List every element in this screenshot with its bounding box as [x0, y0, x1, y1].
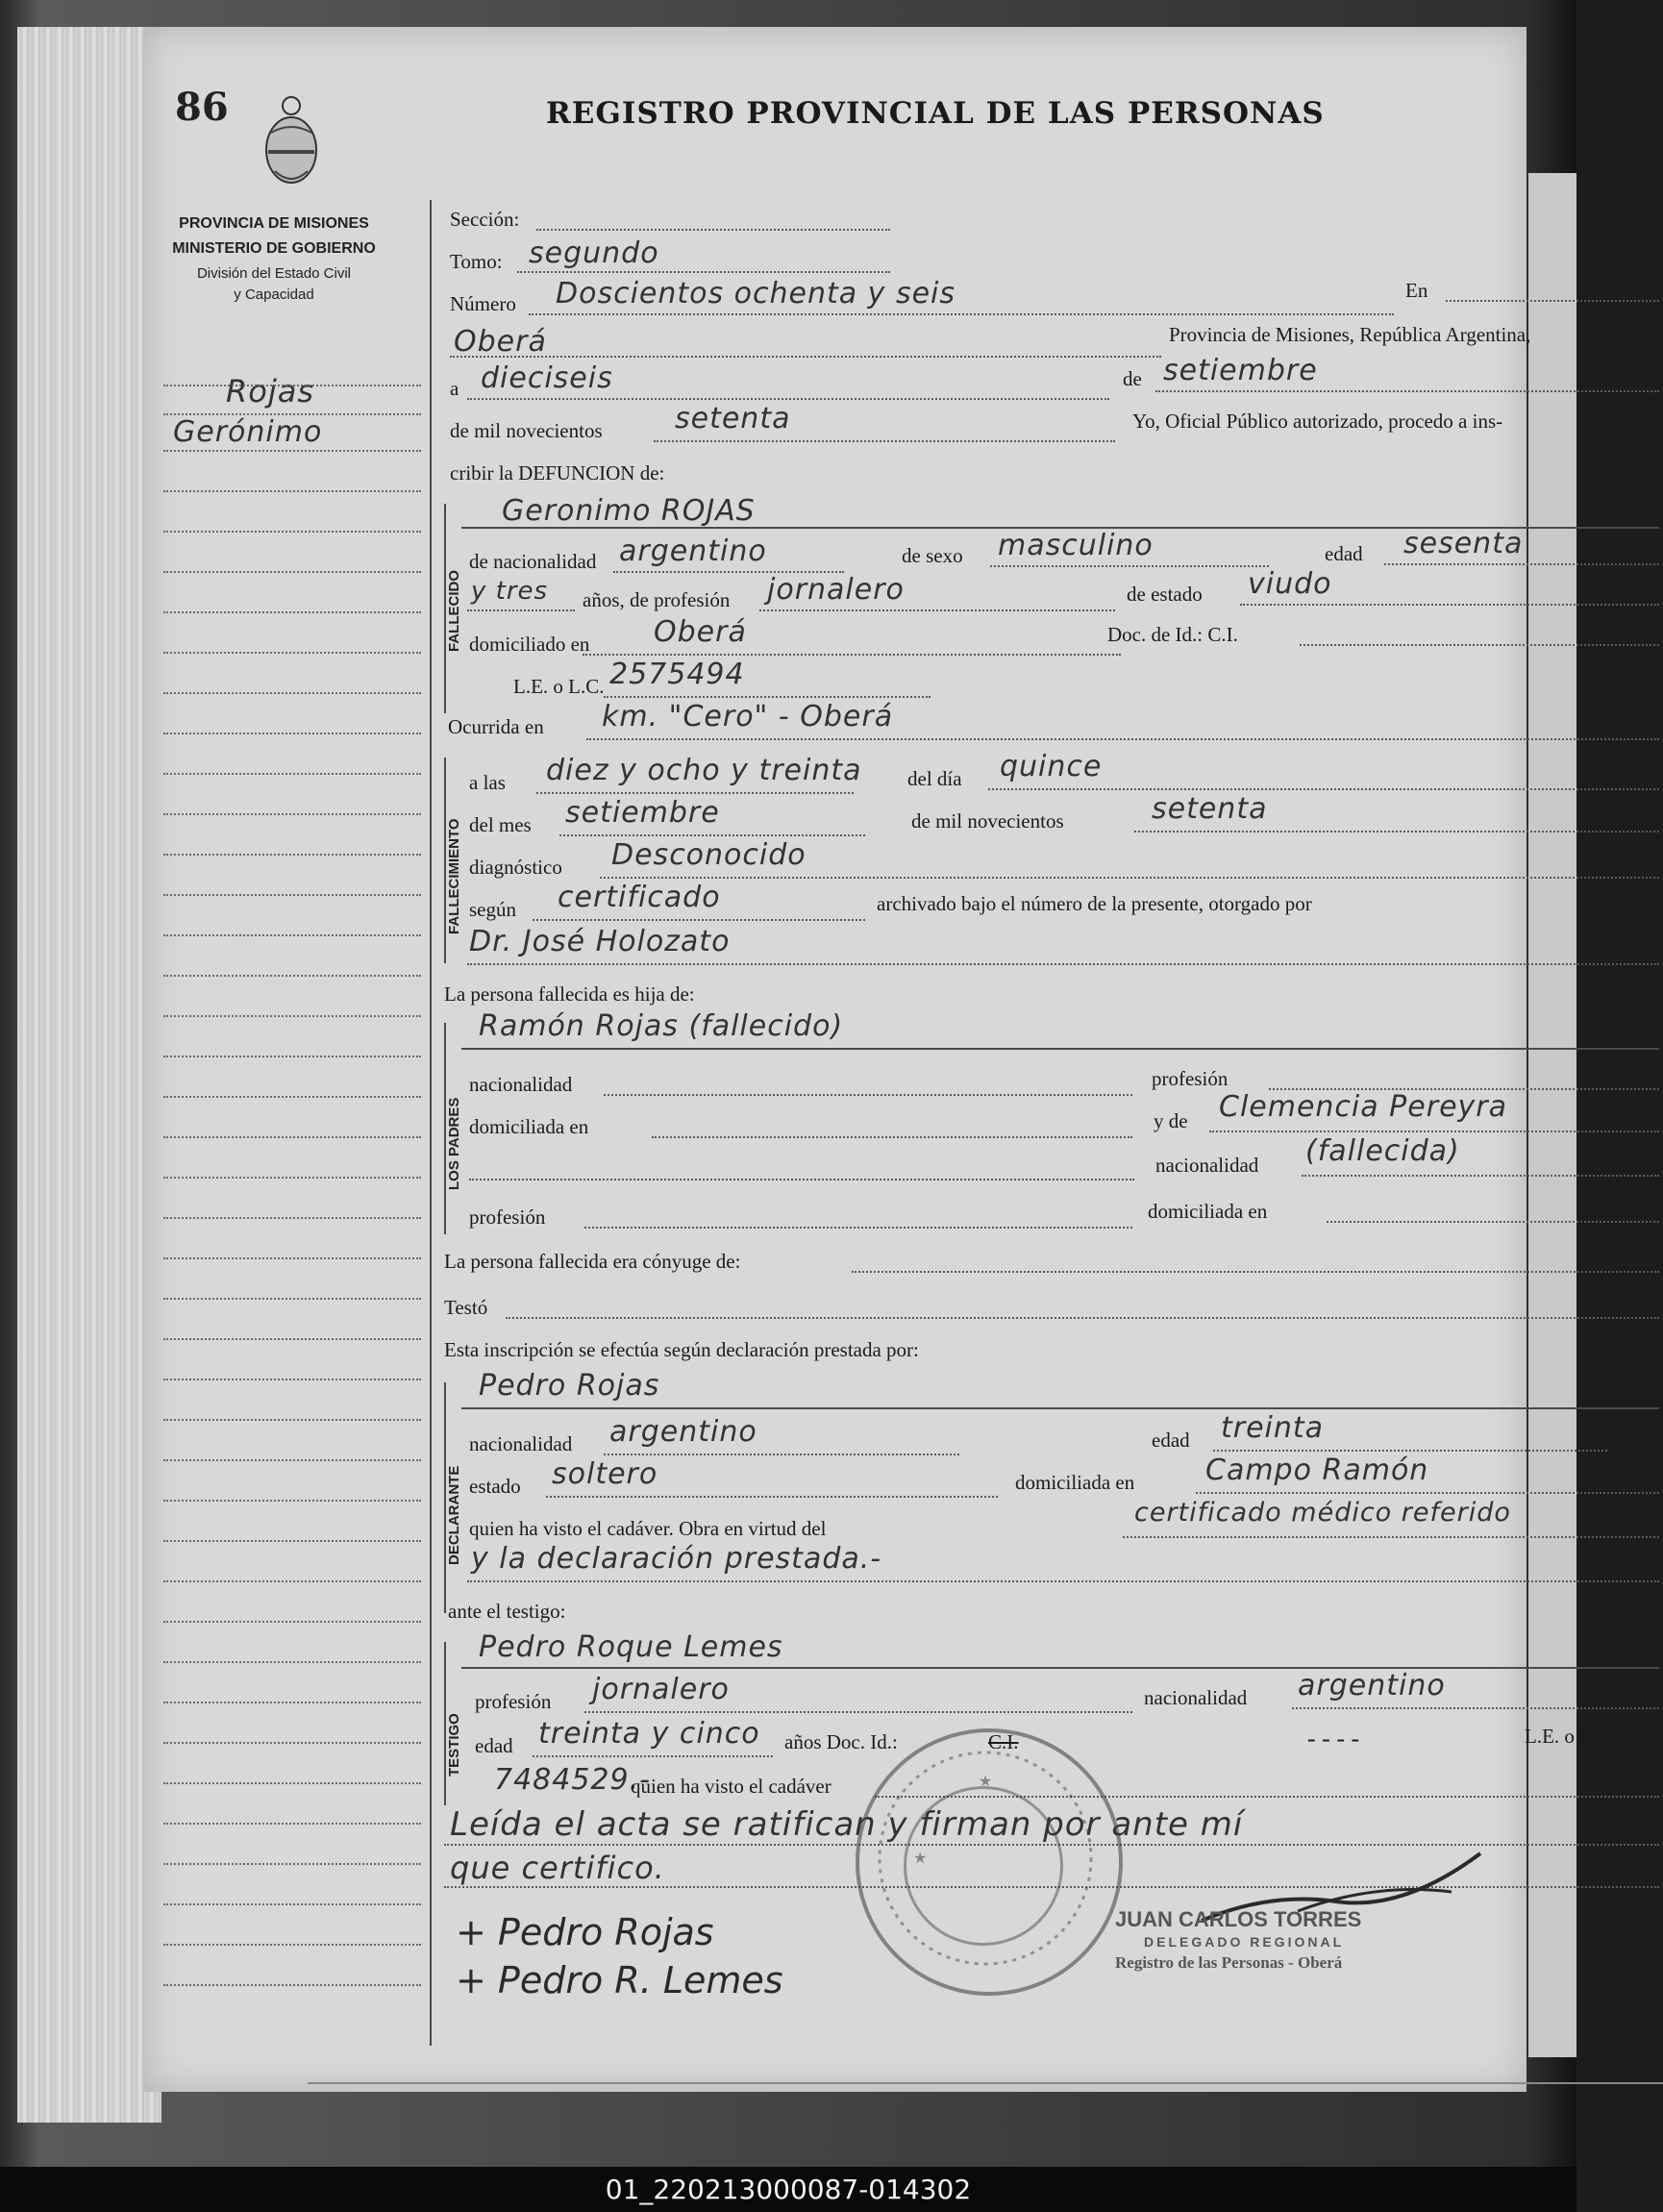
division-name: División del Estado Civil: [196, 265, 352, 282]
image-caption: 01_220213000087-014302: [0, 2167, 1576, 2212]
de-mil-fallecimiento-label: de mil novecientos: [911, 809, 1064, 833]
madre-domiciliada-line: [1327, 1221, 1659, 1223]
padre-domiciliada-label: domiciliada en: [469, 1115, 589, 1138]
provincia-text: Provincia de Misiones, República Argentina,: [1169, 323, 1531, 346]
fallecido-edad2-line: [467, 609, 575, 611]
fallecido-sexo-value: masculino: [998, 529, 1154, 562]
anio-value: setenta: [675, 402, 791, 435]
testo-label: Testó: [444, 1296, 488, 1319]
oficial-text: Yo, Oficial Público autorizado, procedo a ins-: [1132, 410, 1503, 433]
declarante-obra-value-2: y la declaración prestada.-: [471, 1542, 882, 1576]
dia-fallecimiento-line: [988, 788, 1659, 790]
lugar-line: [450, 356, 1161, 358]
mes-value: setiembre: [1163, 354, 1318, 387]
page-stack-edge: [17, 27, 161, 2123]
madre-value: Clemencia Pereyra: [1219, 1090, 1507, 1124]
ministry-name: MINISTERIO DE GOBIERNO: [172, 240, 376, 257]
en-line: [1446, 300, 1659, 302]
declarante-obra-line-1: [1123, 1536, 1659, 1538]
padre-domiciliada-line: [652, 1136, 1132, 1138]
declarante-nacionalidad-label: nacionalidad: [469, 1432, 573, 1455]
testigo-doc-label: años Doc. Id.:: [784, 1730, 898, 1753]
mes-fallecimiento-line: [559, 834, 865, 836]
seccion-label: Sección:: [450, 208, 520, 231]
de-label: de: [1123, 367, 1142, 390]
dia-line: [467, 398, 1109, 400]
lugar-value: Oberá: [454, 325, 547, 359]
fallecido-profesion-label: años, de profesión: [583, 588, 731, 611]
signature-testigo: + Pedro R. Lemes: [456, 1959, 783, 2001]
fallecido-profesion-line: [759, 609, 1115, 611]
declarante-estado-line: [546, 1496, 998, 1498]
inscripcion-text: Esta inscripción se efectúa según declaración prestada por:: [444, 1338, 919, 1361]
madre-domiciliada-label: domiciliada en: [1148, 1200, 1268, 1223]
ocurrida-label: Ocurrida en: [448, 715, 544, 738]
madre-nacionalidad-line: [1302, 1175, 1659, 1177]
fallecido-nacionalidad-value: argentino: [619, 534, 767, 568]
archivado-text: archivado bajo el número de la presente, otorgado por: [877, 892, 1312, 915]
a-label: a: [450, 377, 459, 400]
mes-line: [1155, 390, 1659, 392]
medico-value: Dr. José Holozato: [469, 925, 731, 958]
padre-profesion2-line: [584, 1227, 1132, 1229]
diagnostico-line: [600, 877, 1659, 879]
division-capacity: y Capacidad: [234, 286, 314, 303]
testigo-nombre: Pedro Roque Lemes: [479, 1630, 783, 1664]
madre-nacionalidad-label: nacionalidad: [1155, 1154, 1259, 1177]
fallecido-le-label: L.E. o L.C.: [513, 675, 605, 698]
padre-nacionalidad-label: nacionalidad: [469, 1073, 573, 1096]
fallecimiento-section-label: FALLECIMIENTO: [446, 818, 462, 934]
numero-line: [529, 313, 1394, 315]
del-mes-label: del mes: [469, 813, 532, 836]
testigo-edad-value: treinta y cinco: [538, 1717, 760, 1751]
closing-line-2: que certifico.: [450, 1850, 665, 1886]
en-label: En: [1405, 279, 1428, 302]
testigo-name-line: [461, 1667, 1659, 1669]
padre-line: [461, 1048, 1659, 1050]
cribir-text: cribir la DEFUNCION de:: [450, 461, 665, 485]
padre-profesion-label: profesión: [1152, 1067, 1229, 1090]
y-de-label: y de: [1154, 1109, 1188, 1132]
declarante-name-line: [461, 1407, 1659, 1409]
del-dia-label: del día: [907, 767, 962, 790]
fallecido-doc-line: [1300, 644, 1659, 646]
padre-value: Ramón Rojas (fallecido): [479, 1009, 844, 1043]
seccion-line: [536, 229, 890, 231]
declarante-obra-value-1: certificado médico referido: [1134, 1498, 1511, 1528]
segun-label: según: [469, 898, 516, 921]
fallecido-edad-value-1: sesenta: [1403, 527, 1524, 560]
fallecido-le-line: [604, 696, 931, 698]
fallecido-edad-label: edad: [1325, 542, 1363, 565]
diagnostico-value: Desconocido: [611, 838, 807, 872]
anio-line: [654, 440, 1115, 442]
declarante-domiciliada-label: domiciliada en: [1015, 1471, 1135, 1494]
declarante-anos-label: años: [1613, 1425, 1651, 1448]
medico-line: [467, 963, 1659, 965]
diagnostico-label: diagnóstico: [469, 856, 562, 879]
page-number: 86: [175, 85, 229, 130]
padre-extra-line: [469, 1179, 1134, 1181]
fallecido-nombre: Geronimo ROJAS: [502, 494, 756, 528]
testigo-edad-line: [533, 1755, 773, 1757]
anio-fallecimiento-line: [1134, 831, 1659, 833]
testigo-nacionalidad-label: nacionalidad: [1144, 1686, 1248, 1709]
fallecido-domiciliado-label: domiciliado en: [469, 633, 590, 656]
svg-text:★: ★: [978, 1774, 993, 1790]
tomo-label: Tomo:: [450, 250, 503, 273]
delegado-role: DELEGADO REGIONAL: [1144, 1934, 1345, 1950]
svg-text:★: ★: [913, 1851, 928, 1867]
declarante-nombre: Pedro Rojas: [479, 1369, 660, 1403]
fallecido-estado-label: de estado: [1127, 583, 1203, 606]
testigo-dashes: - - - -: [1307, 1725, 1360, 1752]
testigo-nacionalidad-line: [1292, 1707, 1659, 1709]
declarante-obra-line-2: [467, 1580, 1659, 1582]
padre-profesion2-label: profesión: [469, 1205, 546, 1229]
fallecido-edad-value-2: y tres: [471, 577, 549, 606]
register-page: [144, 27, 1651, 2092]
padres-section-label: LOS PADRES: [446, 1097, 462, 1190]
testigo-profesion-line: [584, 1711, 1132, 1713]
padre-nacionalidad-line: [604, 1094, 1132, 1096]
mes-fallecimiento-value: setiembre: [565, 796, 720, 830]
declarante-edad-line: [1213, 1450, 1607, 1452]
document-title: REGISTRO PROVINCIAL DE LAS PERSONAS: [546, 96, 1325, 131]
fallecido-sexo-line: [990, 565, 1269, 567]
testigo-visto-text: quien ha visto el cadáver: [631, 1775, 832, 1798]
province-name: PROVINCIA DE MISIONES: [179, 215, 369, 232]
declarante-edad-value: treinta: [1221, 1411, 1325, 1445]
margin-given-name: Gerónimo: [173, 415, 323, 449]
testigo-profesion-value: jornalero: [592, 1673, 730, 1706]
segun-value: certificado: [558, 881, 721, 914]
declarante-estado-value: soltero: [552, 1457, 658, 1491]
margin-divider: [430, 200, 432, 2046]
numero-value: Doscientos ochenta y seis: [556, 277, 956, 311]
margin-surname: Rojas: [226, 373, 314, 410]
testigo-edad-label: edad: [475, 1734, 513, 1757]
testo-line: [506, 1317, 1659, 1319]
testigo-section-label: TESTIGO: [446, 1713, 462, 1777]
declarante-edad-label: edad: [1152, 1429, 1190, 1452]
conyuge-line: [852, 1271, 1659, 1273]
de-mil-label: de mil novecientos: [450, 419, 603, 442]
padres-intro: La persona fallecida es hija de:: [444, 982, 695, 1006]
signature-declarante: + Pedro Rojas: [456, 1911, 714, 1953]
tomo-value: segundo: [529, 236, 659, 270]
dia-fallecimiento-value: quince: [1000, 750, 1103, 783]
coat-of-arms-icon: [258, 94, 325, 190]
fallecido-edad-line: [1384, 563, 1659, 565]
declarante-section-label: DECLARANTE: [446, 1465, 462, 1565]
fallecido-profesion-value: jornalero: [767, 573, 905, 607]
closing-line-1: Leída el acta se ratifican y firman por ante mí: [450, 1805, 1244, 1844]
declarante-visto-text: quien ha visto el cadáver. Obra en virtud del: [469, 1517, 827, 1540]
fallecido-sexo-label: de sexo: [902, 544, 963, 567]
fallecido-estado-line: [1240, 604, 1659, 606]
declarante-nacionalidad-value: argentino: [609, 1415, 757, 1449]
page-bottom-rule: [308, 2082, 1663, 2084]
fallecido-domicilio-line: [583, 654, 1121, 656]
testigo-nacionalidad-value: argentino: [1298, 1669, 1446, 1702]
ocurrida-line: [586, 738, 1659, 740]
testigo-le-value: 7484529.-: [494, 1763, 651, 1797]
ante-testigo-label: ante el testigo:: [448, 1600, 566, 1623]
seal-inner-emblem: [904, 1786, 1063, 1946]
hora-value: diez y ocho y treinta: [546, 754, 862, 787]
anio-fallecimiento-value: setenta: [1152, 792, 1268, 826]
declarante-domicilio-line: [1196, 1492, 1659, 1494]
fallecido-estado-value: viudo: [1248, 567, 1332, 601]
declarante-nacionalidad-line: [604, 1454, 959, 1455]
dia-value: dieciseis: [481, 361, 613, 395]
hora-line: [536, 792, 854, 794]
testigo-profesion-label: profesión: [475, 1690, 552, 1713]
segun-line: [533, 919, 865, 921]
declarante-estado-label: estado: [469, 1475, 521, 1498]
testigo-le-label: L.E. o L.C.: [1525, 1725, 1616, 1748]
tomo-line: [517, 271, 890, 273]
madre-line: [1209, 1131, 1659, 1132]
fallecido-doc-label: Doc. de Id.: C.I.: [1107, 623, 1238, 646]
fallecido-section-label: FALLECIDO: [446, 570, 462, 652]
delegado-name: JUAN CARLOS TORRES: [1115, 1907, 1362, 1931]
testigo-ci-label: C.I.: [988, 1730, 1019, 1753]
a-las-label: a las: [469, 771, 506, 794]
ocurrida-value: km. "Cero" - Oberá: [602, 700, 894, 733]
madre-nacionalidad-value: (fallecida): [1305, 1134, 1460, 1168]
facing-page-edge: [1528, 173, 1576, 2057]
fallecido-nacionalidad-label: de nacionalidad: [469, 550, 597, 573]
fallecido-le-value: 2575494: [609, 658, 745, 691]
conyuge-text: La persona fallecida era cónyuge de:: [444, 1250, 741, 1273]
fallecido-domicilio-value: Oberá: [654, 615, 747, 649]
numero-label: Número: [450, 292, 516, 315]
declarante-domicilio-value: Campo Ramón: [1205, 1454, 1429, 1487]
delegado-office: Registro de las Personas - Oberá: [1115, 1953, 1343, 1972]
